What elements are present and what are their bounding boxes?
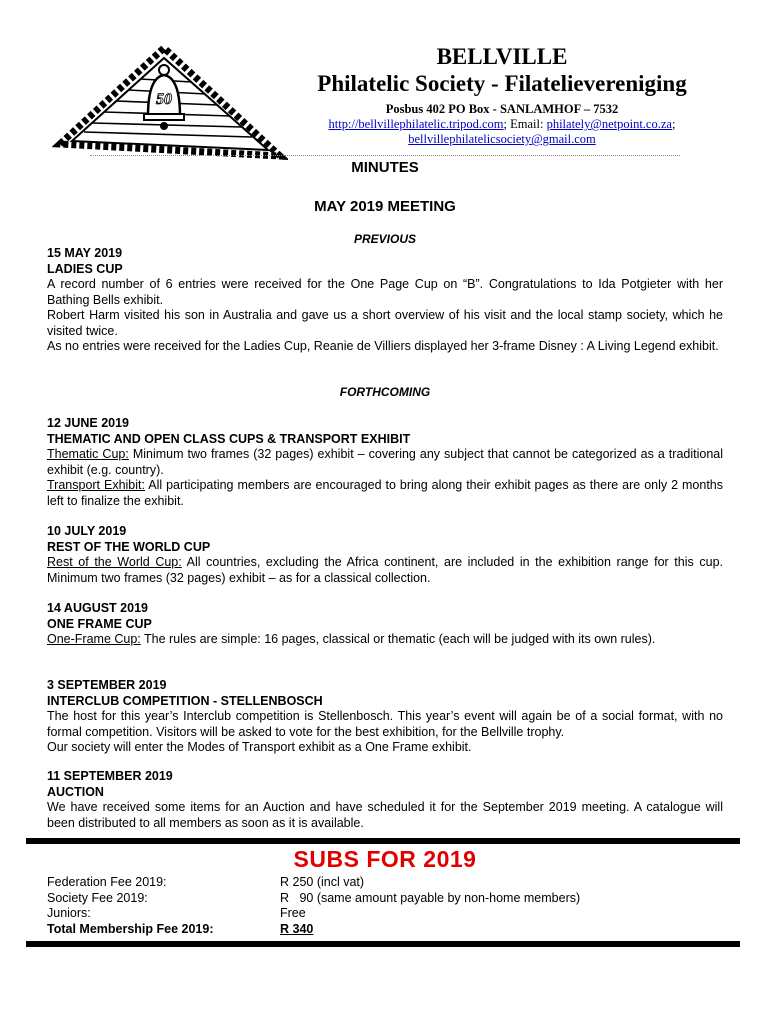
logo-number: 50 — [156, 91, 172, 108]
postal-address: Posbus 402 PO Box - SANLAMHOF – 7532 — [385, 102, 619, 116]
email-label: ; Email: — [503, 117, 547, 131]
june-event: THEMATIC AND OPEN CLASS CUPS & TRANSPORT EXHIBIT — [47, 431, 411, 446]
previous-date: 15 MAY 2019 — [47, 246, 123, 260]
fee-label: Society Fee 2019: — [47, 890, 148, 905]
thematic-cup-text: Minimum two frames (32 pages) exhibit – covering any subject that cannot be categorized as a traditional exhibit (e.g. country). — [47, 447, 724, 477]
september-event: INTERCLUB COMPETITION - STELLENBOSCH — [47, 693, 323, 708]
auction-date: 11 SEPTEMBER 2019 — [47, 769, 173, 783]
email-link-1[interactable]: philately@netpoint.co.za — [546, 117, 672, 131]
june-date: 12 JUNE 2019 — [47, 416, 130, 430]
previous-para-3: As no entries were received for the Ladies Cup, Reanie de Villiers displayed her 3-frame Disney : A Living Legend exhibit. — [47, 339, 719, 353]
subs-title: SUBS FOR 2019 — [293, 846, 477, 872]
auction-event: AUCTION — [47, 784, 104, 799]
previous-section — [47, 246, 723, 355]
auction-section — [47, 769, 723, 831]
previous-para-2: Robert Harm visited his son in Australia and gave us a short overview of his visit and the local stamp society, which he visited twice. — [47, 308, 723, 338]
june-para-2 — [47, 478, 723, 509]
letterhead — [284, 44, 720, 147]
one-frame-text: The rules are simple: 16 pages, classical or thematic (each will be judged with its own rules). — [140, 632, 656, 646]
fee-label: Federation Fee 2019: — [47, 875, 167, 889]
july-date: 10 JULY 2019 — [47, 524, 127, 538]
fee-total-label: Total Membership Fee 2019: — [47, 921, 214, 936]
fee-value: R 250 (incl vat) — [280, 875, 365, 889]
rest-of-world-text: All countries, excluding the Africa continent, are included in the exhibition range for this cup. Minimum two frames (32 pages) exhibit – as for a classical collection. — [47, 555, 723, 585]
contact-line-2 — [284, 132, 720, 147]
previous-heading: PREVIOUS — [353, 232, 416, 246]
email-separator: ; — [671, 117, 676, 131]
society-logo — [52, 44, 288, 160]
fee-label: Juniors: — [47, 906, 91, 920]
contact-line — [284, 117, 720, 132]
meeting-title: MAY 2019 MEETING — [314, 198, 456, 215]
august-section — [47, 601, 723, 648]
forthcoming-heading: FORTHCOMING — [339, 385, 431, 399]
transport-exhibit-label: Transport Exhibit: — [47, 478, 145, 492]
september-para-2: Our society will enter the Modes of Transport exhibit as a One Frame exhibit. — [47, 740, 472, 754]
document-title: MINUTES — [351, 159, 419, 176]
august-event: ONE FRAME CUP — [47, 616, 152, 631]
july-section — [47, 524, 723, 586]
june-section — [47, 416, 723, 509]
transport-exhibit-text: All participating members are encouraged to bring along their exhibit pages as there are only 2 months left to finalize the exhibit. — [47, 478, 723, 508]
september-date: 3 SEPTEMBER 2019 — [47, 678, 167, 692]
auction-para-1: We have received some items for an Auction and have scheduled it for the September 2019 meeting. A catalogue will been distributed to all members as soon as it is available. — [47, 800, 723, 830]
fee-row — [47, 891, 723, 907]
july-event: REST OF THE WORLD CUP — [47, 539, 211, 554]
previous-event: LADIES CUP — [47, 261, 123, 276]
fee-row-total — [47, 922, 723, 938]
one-frame-label: One-Frame Cup: — [47, 632, 141, 646]
fee-value: Free — [280, 906, 306, 920]
august-para-1 — [47, 632, 723, 648]
fee-total-value: R 340 — [280, 921, 314, 936]
fee-value: R 90 (same amount payable by non-home members) — [280, 890, 581, 905]
previous-para-1: A record number of 6 entries were received for the One Page Cup on “B”. Congratulations to Ida Potgieter with her Bathing Bells exhibit. — [47, 277, 723, 307]
fees-table — [47, 875, 723, 937]
thematic-cup-label: Thematic Cup: — [47, 447, 129, 461]
org-subtitle: Philatelic Society - Filatelievereniging — [317, 71, 687, 96]
subs-divider-bottom — [26, 941, 740, 947]
june-para-1 — [47, 447, 723, 478]
august-date: 14 AUGUST 2019 — [47, 601, 148, 615]
september-section — [47, 678, 723, 756]
subs-divider-top — [26, 838, 740, 844]
org-name: BELLVILLE — [436, 44, 568, 69]
website-link[interactable]: http://bellvillephilatelic.tripod.com — [328, 117, 504, 131]
email-link-2[interactable]: bellvillephilatelicsociety@gmail.com — [408, 132, 596, 146]
rest-of-world-label: Rest of the World Cup: — [47, 555, 182, 569]
header-divider — [90, 155, 680, 156]
july-para-1 — [47, 555, 723, 586]
fee-row — [47, 875, 723, 891]
fee-row — [47, 906, 723, 922]
september-para-1: The host for this year’s Interclub competition is Stellenbosch. This year’s event will again be of a social format, with no formal competition. Visitors will be asked to vote for the best exhibition, for the Bellville trophy. — [47, 709, 723, 739]
